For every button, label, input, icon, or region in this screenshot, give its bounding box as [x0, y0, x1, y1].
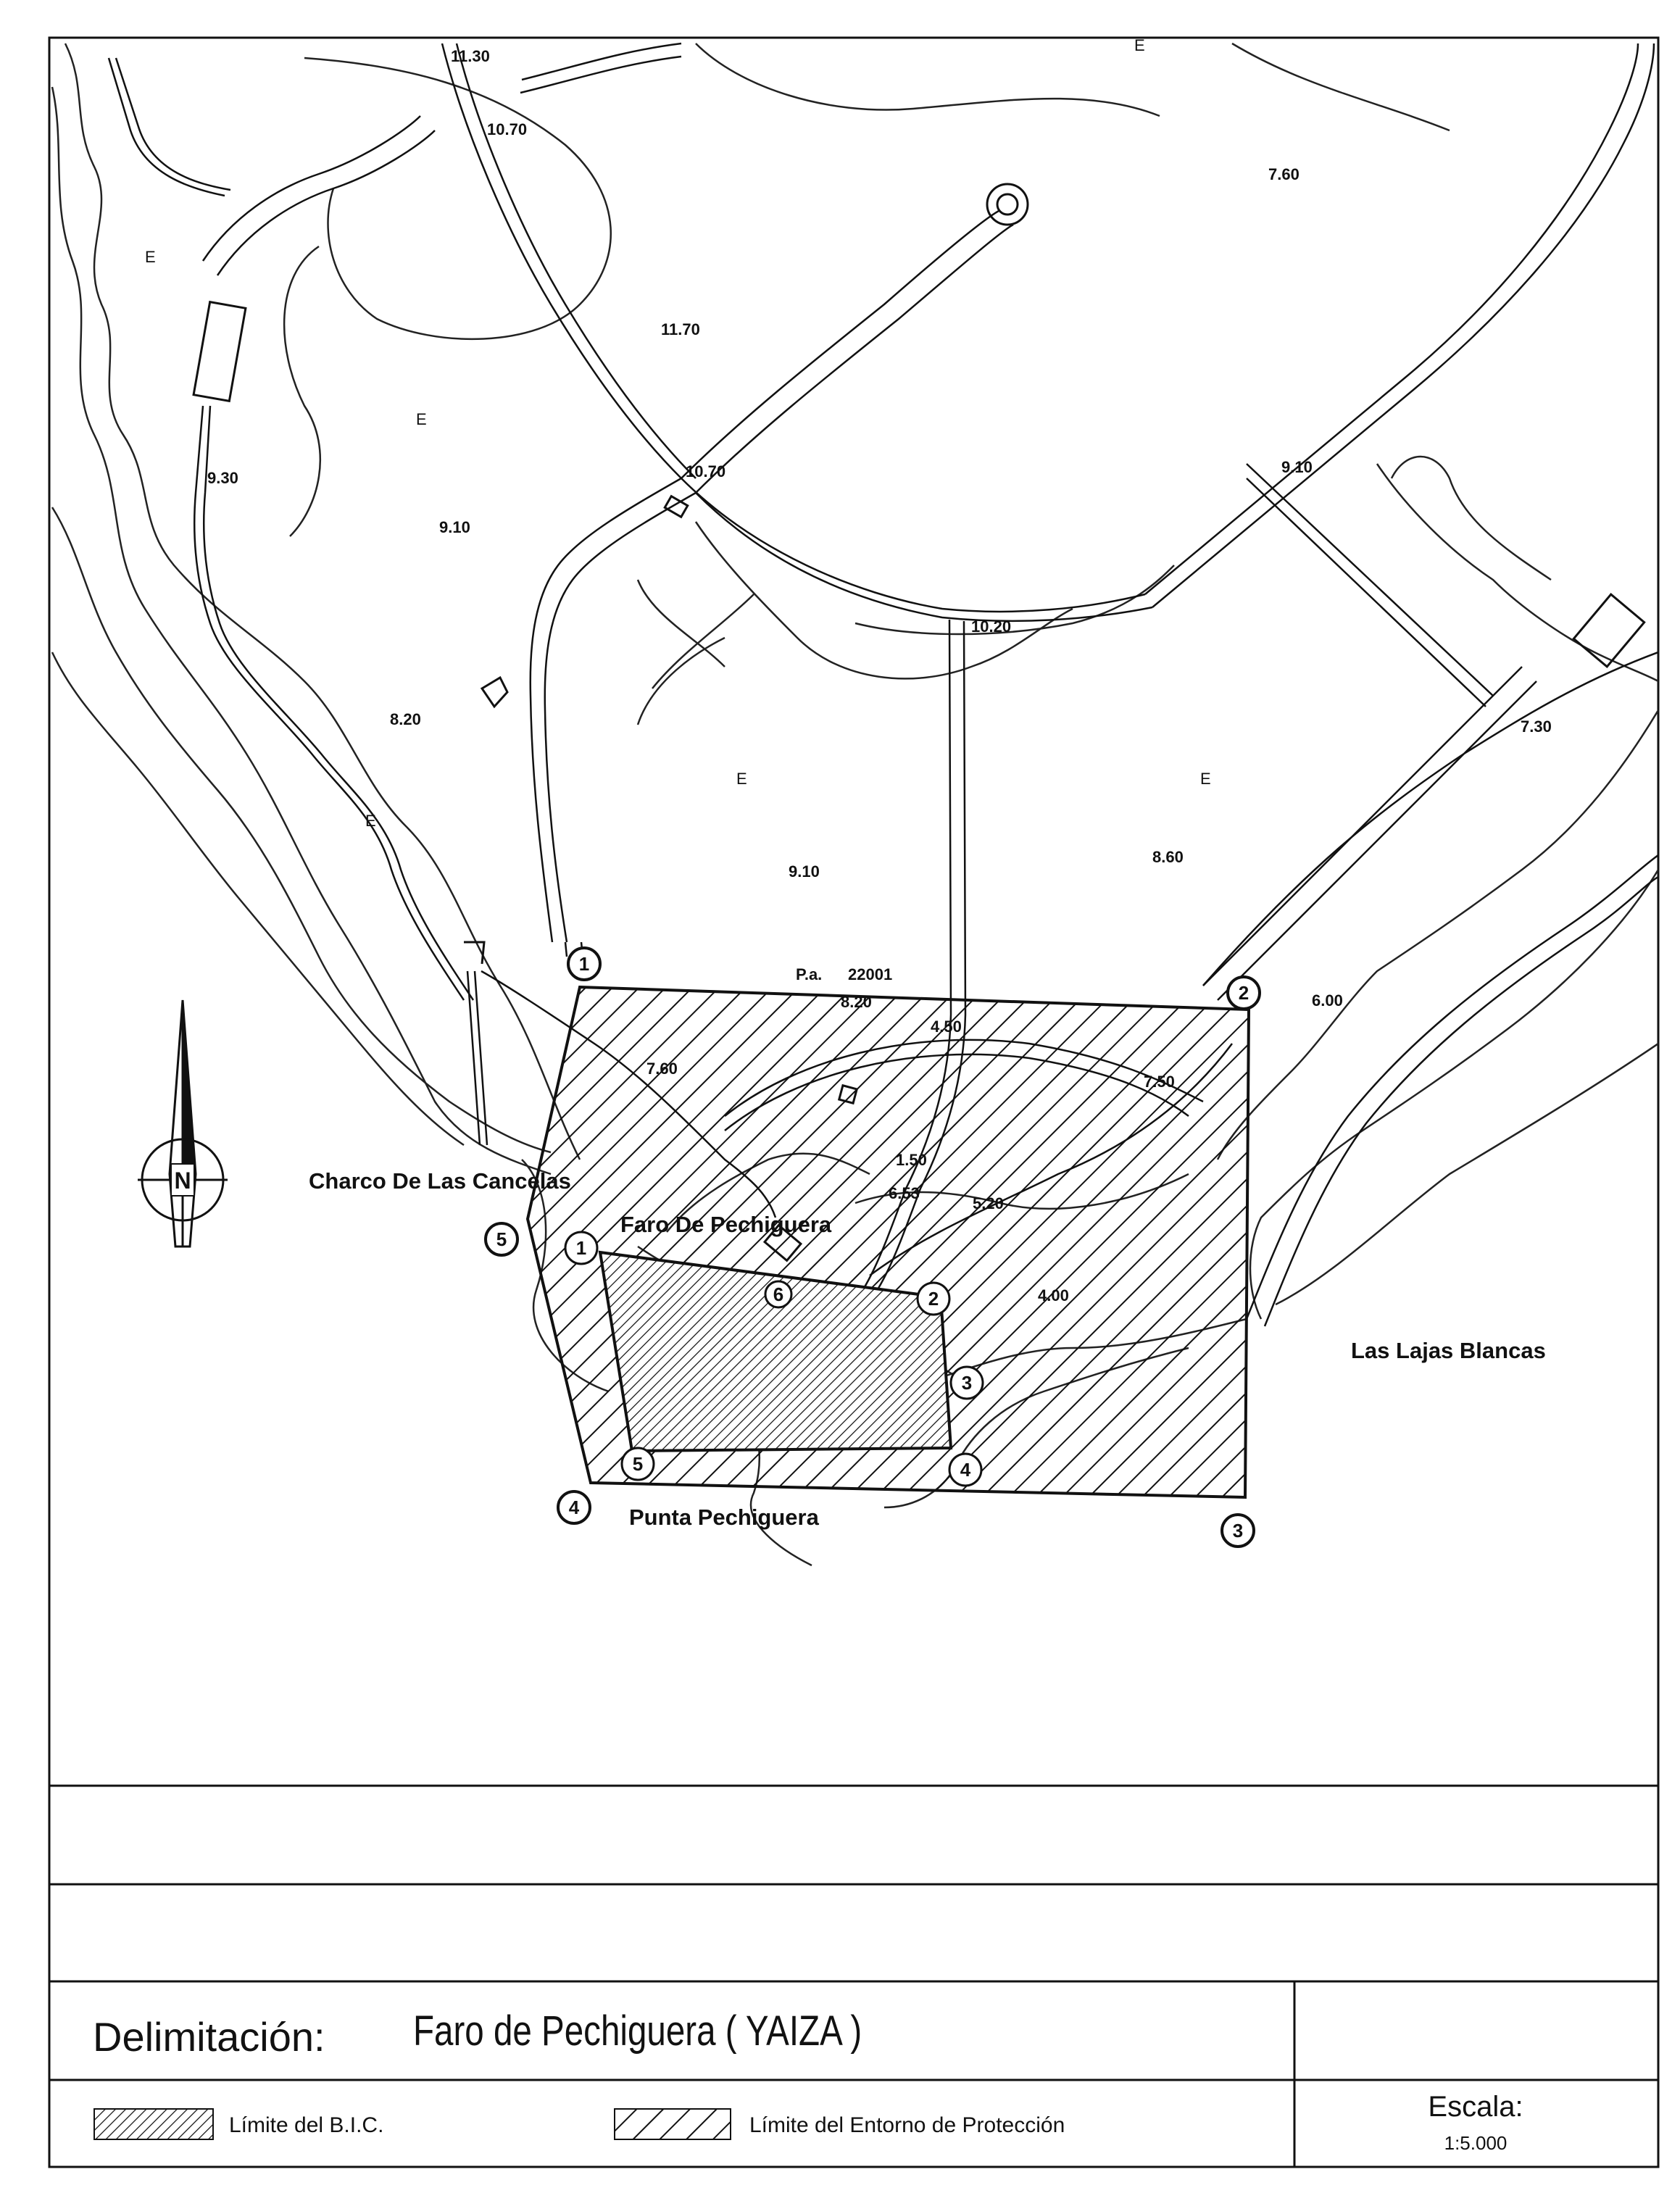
north-arrow-icon — [138, 1000, 228, 1247]
elevation-label: 8.60 — [1152, 848, 1184, 866]
svg-text:2: 2 — [928, 1288, 939, 1310]
title-label: Delimitación: — [93, 2014, 325, 2060]
legend-entorno — [615, 2109, 1065, 2139]
elevation-label: 11.30 — [451, 47, 490, 65]
svg-text:4: 4 — [568, 1497, 580, 1518]
legend-bic-label: Límite del B.I.C. — [229, 2113, 384, 2137]
elevation-label: 9.10 — [1281, 458, 1313, 476]
terrain-letter: E — [365, 812, 376, 830]
outer-marker-5 — [486, 1223, 517, 1255]
outer-marker-4 — [558, 1491, 590, 1523]
inner-marker-1 — [565, 1232, 597, 1264]
inner-marker-5 — [622, 1448, 654, 1480]
elevation-label: 10.70 — [686, 462, 726, 480]
terrain-letter: E — [1134, 36, 1145, 54]
svg-text:2: 2 — [1238, 982, 1249, 1004]
scale-label: Escala: — [1428, 2091, 1523, 2123]
terrain-letter: E — [145, 248, 156, 266]
elevation-label: 10.20 — [971, 617, 1012, 636]
elevation-label: 10.70 — [487, 120, 528, 138]
inner-marker-4 — [949, 1454, 981, 1486]
legend-bic — [94, 2109, 383, 2139]
elevation-label: 9.30 — [207, 469, 238, 487]
inner-marker-2 — [918, 1283, 949, 1315]
svg-text:1: 1 — [575, 1237, 587, 1259]
place-name-punta: Punta Pechiguera — [629, 1505, 819, 1530]
svg-text:3: 3 — [1232, 1520, 1244, 1541]
elevation-label: 11.70 — [661, 320, 700, 338]
elevation-label: 1.50 — [896, 1151, 927, 1169]
elevation-label: 6.53 — [889, 1184, 920, 1202]
place-name-lajas: Las Lajas Blancas — [1351, 1338, 1546, 1363]
legend-entorno-label: Límite del Entorno de Protección — [749, 2113, 1065, 2137]
outer-marker-1 — [568, 948, 600, 980]
svg-text:6: 6 — [773, 1283, 784, 1305]
svg-text:5: 5 — [496, 1228, 507, 1250]
elevation-prefix: P.a. — [796, 965, 823, 983]
elevation-label: 7.50 — [1144, 1073, 1175, 1091]
elevation-label: 6.00 — [1312, 991, 1343, 1010]
elevation-label: 8.20 — [390, 710, 421, 728]
elevation-label: 7.30 — [1521, 717, 1552, 736]
elevation-label: 8.20 — [841, 993, 872, 1011]
outer-marker-3 — [1222, 1515, 1254, 1547]
terrain-letter: E — [736, 770, 747, 788]
place-name-faro: Faro De Pechiguera — [620, 1212, 832, 1237]
terrain-letters — [145, 36, 1211, 830]
elevation-label: 5.20 — [973, 1194, 1004, 1212]
place-name-charco: Charco De Las Cancelas — [309, 1168, 571, 1194]
elevation-label: 7.60 — [1268, 165, 1299, 183]
terrain-letter: E — [1200, 770, 1211, 788]
title-block-frame — [49, 1786, 1658, 2167]
north-letter: N — [174, 1168, 191, 1194]
elevation-label: 9.10 — [789, 862, 820, 881]
svg-text:1: 1 — [578, 953, 590, 975]
svg-text:3: 3 — [961, 1372, 973, 1394]
inner-marker-6 — [765, 1281, 791, 1307]
map-area — [52, 43, 1658, 1565]
svg-text:4: 4 — [960, 1459, 971, 1481]
outer-marker-2 — [1228, 977, 1260, 1009]
elevation-label: 4.50 — [931, 1018, 962, 1036]
elevation-label: 9.10 — [439, 518, 470, 536]
elevation-label: 22001 — [848, 965, 893, 983]
elevation-label: 7.60 — [646, 1060, 678, 1078]
title-value: Faro de Pechiguera ( YAIZA ) — [413, 2007, 862, 2055]
inner-marker-3 — [951, 1367, 983, 1399]
scale-value: 1:5.000 — [1444, 2132, 1508, 2154]
elevation-label: 4.00 — [1038, 1286, 1069, 1304]
terrain-letter: E — [416, 410, 427, 428]
svg-text:5: 5 — [632, 1453, 644, 1475]
